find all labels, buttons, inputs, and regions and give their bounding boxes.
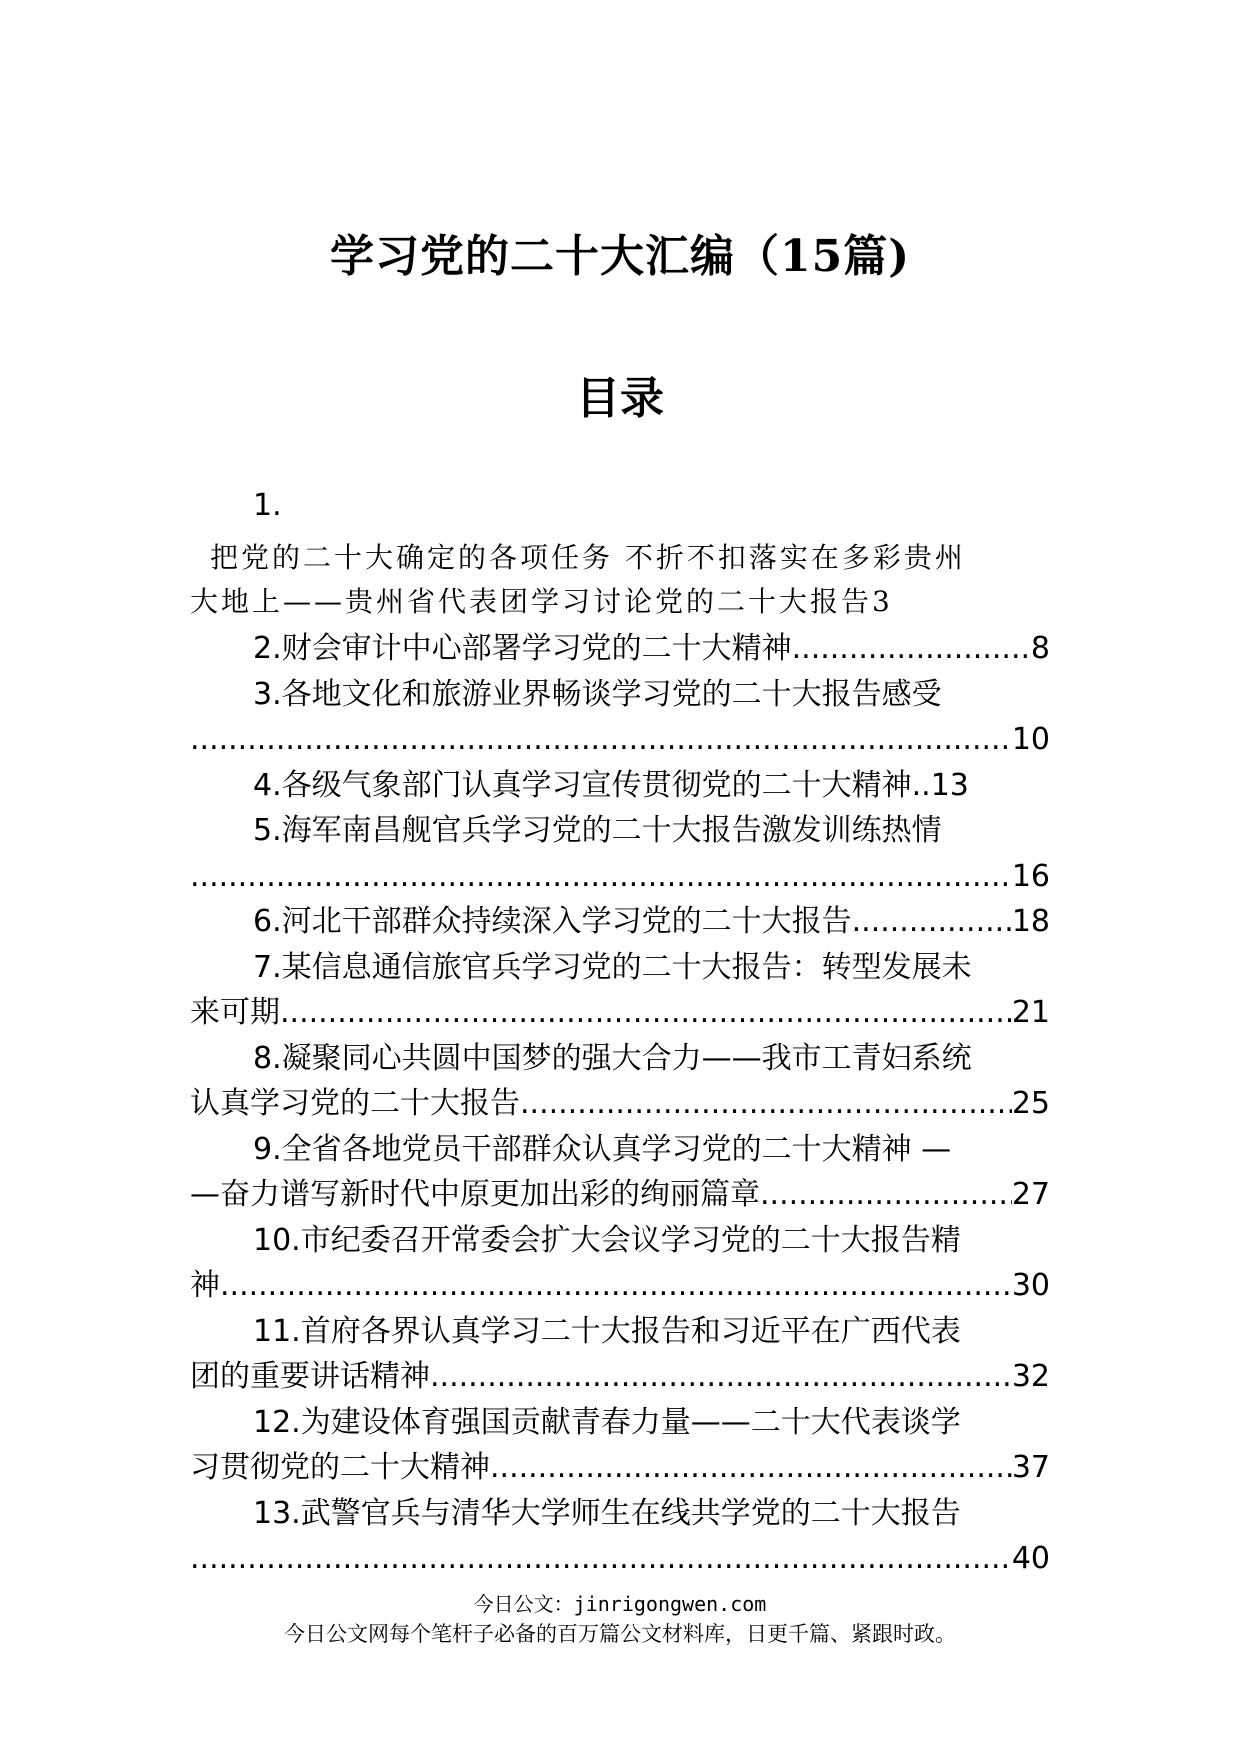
toc-page-number: 10 (1011, 722, 1050, 757)
toc-entry-line (190, 1127, 1050, 1173)
toc-entry-line (190, 1263, 1050, 1309)
toc-entry-10[interactable] (190, 1218, 1050, 1309)
toc-entry-7[interactable] (190, 945, 1050, 1036)
toc-page-number: 30 (1011, 1268, 1050, 1303)
toc-page-number: 27 (1011, 1177, 1050, 1212)
toc-heading: 目录 (576, 373, 664, 424)
toc-entry-text: 团的重要讲话精神 (190, 1359, 430, 1394)
toc-entry-text: 神 (190, 1268, 220, 1303)
toc-entry-text: 来可期 (190, 995, 280, 1030)
toc-entry-text: 3.各地文化和旅游业界畅谈学习党的二十大报告感受 (253, 676, 942, 712)
toc-entry-line (190, 1218, 1050, 1264)
toc-leader-dots (760, 1172, 1012, 1218)
toc-entry-line (190, 854, 1050, 900)
toc-entry-line (190, 1354, 1050, 1400)
toc-entry-line: 把党的二十大确定的各项任务 不折不扣落实在多彩贵州 (210, 541, 966, 574)
toc-page-number: 13 (930, 767, 969, 803)
toc-leader-dots (520, 1081, 1012, 1127)
toc-page-number: 16 (1011, 858, 1050, 894)
toc-leader-dots (792, 626, 1031, 672)
toc-page-number: 18 (1011, 904, 1050, 939)
toc-page-number: 32 (1011, 1359, 1050, 1394)
toc-entry-text: 2.财会审计中心部署学习党的二十大精神 (253, 631, 792, 666)
toc-entry-1[interactable] (190, 482, 1050, 624)
table-of-contents (190, 482, 1050, 1582)
toc-entry-text: 6.河北干部群众持续深入学习党的二十大报告 (253, 904, 852, 939)
footer-source (0, 1588, 1240, 1617)
toc-entry-line (190, 899, 1050, 945)
toc-entry-text: 认真学习党的二十大报告 (190, 1086, 520, 1121)
toc-entry-line (190, 1400, 1050, 1446)
toc-page-number: 21 (1011, 995, 1050, 1030)
toc-entry-line (190, 1445, 1050, 1491)
toc-page-number: 3 (872, 585, 893, 618)
toc-entry-8[interactable] (190, 1036, 1050, 1127)
toc-leader-dots (430, 1354, 1012, 1400)
toc-entry-number: 1. (253, 488, 282, 523)
toc-entry-line (190, 672, 1050, 718)
toc-entry-line (190, 1172, 1050, 1218)
toc-entry-line (190, 945, 1050, 991)
toc-leader-dots (190, 717, 1012, 763)
toc-leader-dots (280, 990, 1012, 1036)
toc-page-number: 37 (1011, 1450, 1050, 1485)
toc-entry-13[interactable] (190, 1491, 1050, 1582)
toc-entry-text: 11.首府各界认真学习二十大报告和习近平在广西代表 (253, 1313, 961, 1349)
toc-entry-line (190, 990, 1050, 1036)
toc-leader-dots (852, 899, 1012, 945)
toc-page-number: 8 (1030, 631, 1050, 666)
toc-entry-line (190, 1491, 1050, 1537)
toc-entry-text: —奋力谱写新时代中原更加出彩的绚丽篇章 (190, 1177, 760, 1212)
toc-entry-text: 习贯彻党的二十大精神 (190, 1450, 490, 1485)
toc-entry-line (190, 1536, 1050, 1582)
toc-entry-9[interactable] (190, 1127, 1050, 1218)
toc-leader-dots (490, 1445, 1012, 1491)
toc-leader-dots (190, 1536, 1012, 1582)
toc-leader-dots (220, 1263, 1012, 1309)
document-title: 学习党的二十大汇编（15篇) (329, 231, 911, 282)
toc-entry-line (190, 1081, 1050, 1127)
toc-page-number: 40 (1011, 1541, 1050, 1576)
toc-entry-text: 4.各级气象部门认真学习宣传贯彻党的二十大精神.. (253, 767, 931, 803)
toc-entry-line (190, 1309, 1050, 1355)
toc-entry-text: 8.凝聚同心共圆中国梦的强大合力——我市工青妇系统 (253, 1040, 972, 1076)
toc-entry-line (190, 626, 1050, 672)
toc-entry-12[interactable] (190, 1400, 1050, 1491)
toc-entry-line (190, 580, 1050, 624)
toc-leader-dots (190, 854, 1012, 900)
toc-entry-text (190, 536, 1050, 624)
toc-entry-11[interactable] (190, 1309, 1050, 1400)
toc-entry-text: 7.某信息通信旅官兵学习党的二十大报告：转型发展未 (253, 949, 972, 985)
footer-label: 今日公文： (473, 1592, 574, 1616)
toc-entry-text: 10.市纪委召开常委会扩大会议学习党的二十大报告精 (253, 1222, 961, 1258)
toc-entry-2[interactable] (190, 626, 1050, 672)
toc-entry-6[interactable] (190, 899, 1050, 945)
footer-slogan: 今日公文网每个笔杆子必备的百万篇公文材料库，日更千篇、紧跟时政。 (284, 1622, 956, 1646)
toc-entry-5[interactable] (190, 808, 1050, 899)
toc-entry-line (190, 808, 1050, 854)
toc-page-number: 25 (1011, 1086, 1050, 1121)
toc-entry-3[interactable] (190, 672, 1050, 763)
toc-entry-line (190, 1036, 1050, 1082)
toc-entry-text: 5.海军南昌舰官兵学习党的二十大报告激发训练热情 (253, 813, 942, 848)
footer-url-link[interactable]: jinrigongwen.com (573, 1592, 767, 1616)
toc-entry-line-text: 大地上——贵州省代表团学习讨论党的二十大报告 (190, 585, 873, 618)
toc-entry-line (190, 717, 1050, 763)
toc-entry-text: 12.为建设体育强国贡献青春力量——二十大代表谈学 (253, 1404, 961, 1440)
toc-entry-line (190, 763, 1050, 809)
toc-entry-text: 13.武警官兵与清华大学师生在线共学党的二十大报告 (253, 1495, 961, 1531)
toc-entry-text: 9.全省各地党员干部群众认真学习党的二十大精神 — (253, 1131, 952, 1167)
toc-entry-4[interactable] (190, 763, 1050, 809)
